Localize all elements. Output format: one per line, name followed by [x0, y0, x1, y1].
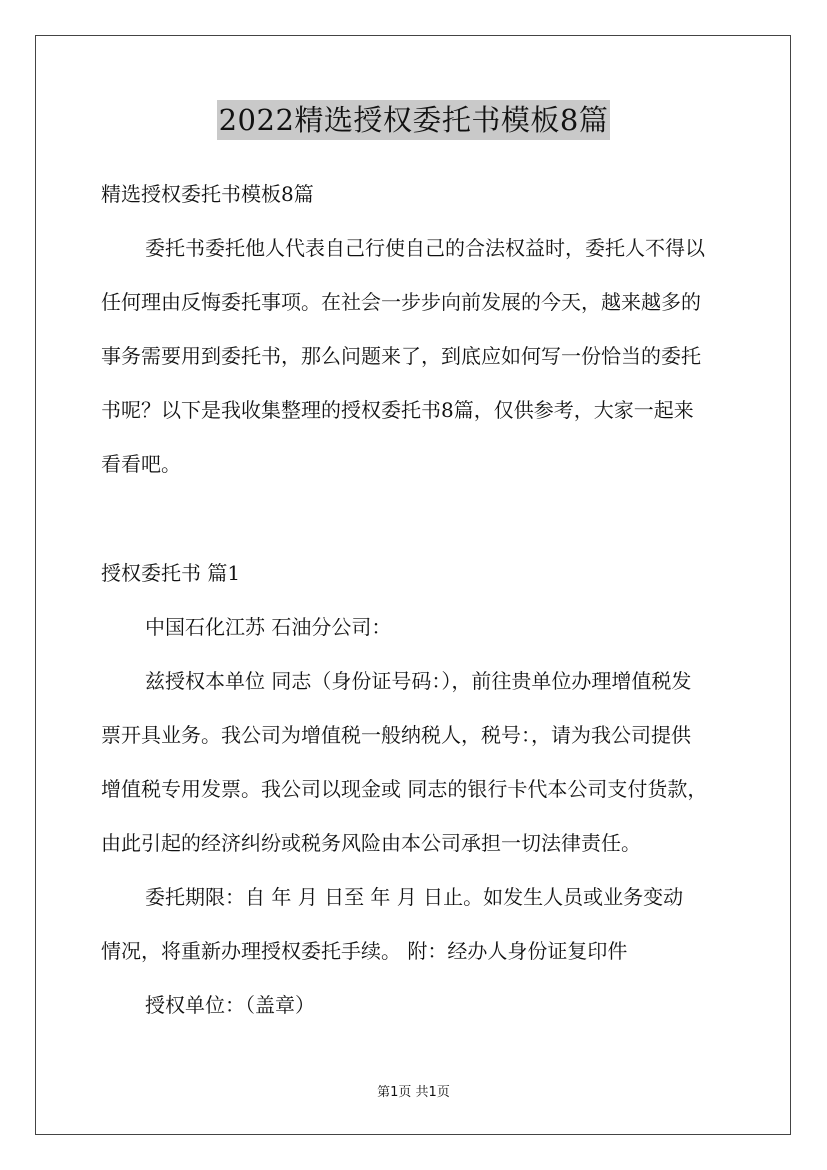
- document-title: 2022精选授权委托书模板8篇: [217, 100, 611, 140]
- para1-line-1: 兹授权本单位 同志（身份证号码：），前往贵单位办理增值税发: [145, 669, 692, 693]
- intro-line-4: 书呢？以下是我收集整理的授权委托书8篇，仅供参考，大家一起来: [101, 398, 694, 422]
- para2-line-2: 情况，将重新办理授权委托手续。 附：经办人身份证复印件: [101, 939, 628, 963]
- intro-line-1: 委托书委托他人代表自己行使自己的合法权益时，委托人不得以: [145, 236, 705, 260]
- intro-line-5: 看看吧。: [101, 452, 181, 476]
- para1-line-4: 由此引起的经济纠纷或税务风险由本公司承担一切法律责任。: [101, 831, 641, 855]
- para2-line-1: 委托期限：自 年 月 日至 年 月 日止。如发生人员或业务变动: [145, 885, 684, 909]
- intro-line-3: 事务需要用到委托书，那么问题来了，到底应如何写一份恰当的委托: [101, 344, 701, 368]
- subtitle: 精选授权委托书模板8篇: [101, 182, 314, 206]
- signature-line: 授权单位：（盖章）: [145, 993, 315, 1017]
- section-heading: 授权委托书 篇1: [101, 561, 241, 585]
- intro-line-2: 任何理由反悔委托事项。在社会一步步向前发展的今天，越来越多的: [101, 290, 701, 314]
- page-footer: 第1页 共1页: [377, 1085, 450, 1100]
- para1-line-2: 票开具业务。我公司为增值税一般纳税人，税号：，请为我公司提供: [101, 723, 691, 747]
- title-container: [0, 100, 827, 140]
- para1-line-3: 增值税专用发票。我公司以现金或 同志的银行卡代本公司支付货款，: [101, 777, 708, 801]
- addressee: 中国石化江苏 石油分公司：: [145, 615, 392, 639]
